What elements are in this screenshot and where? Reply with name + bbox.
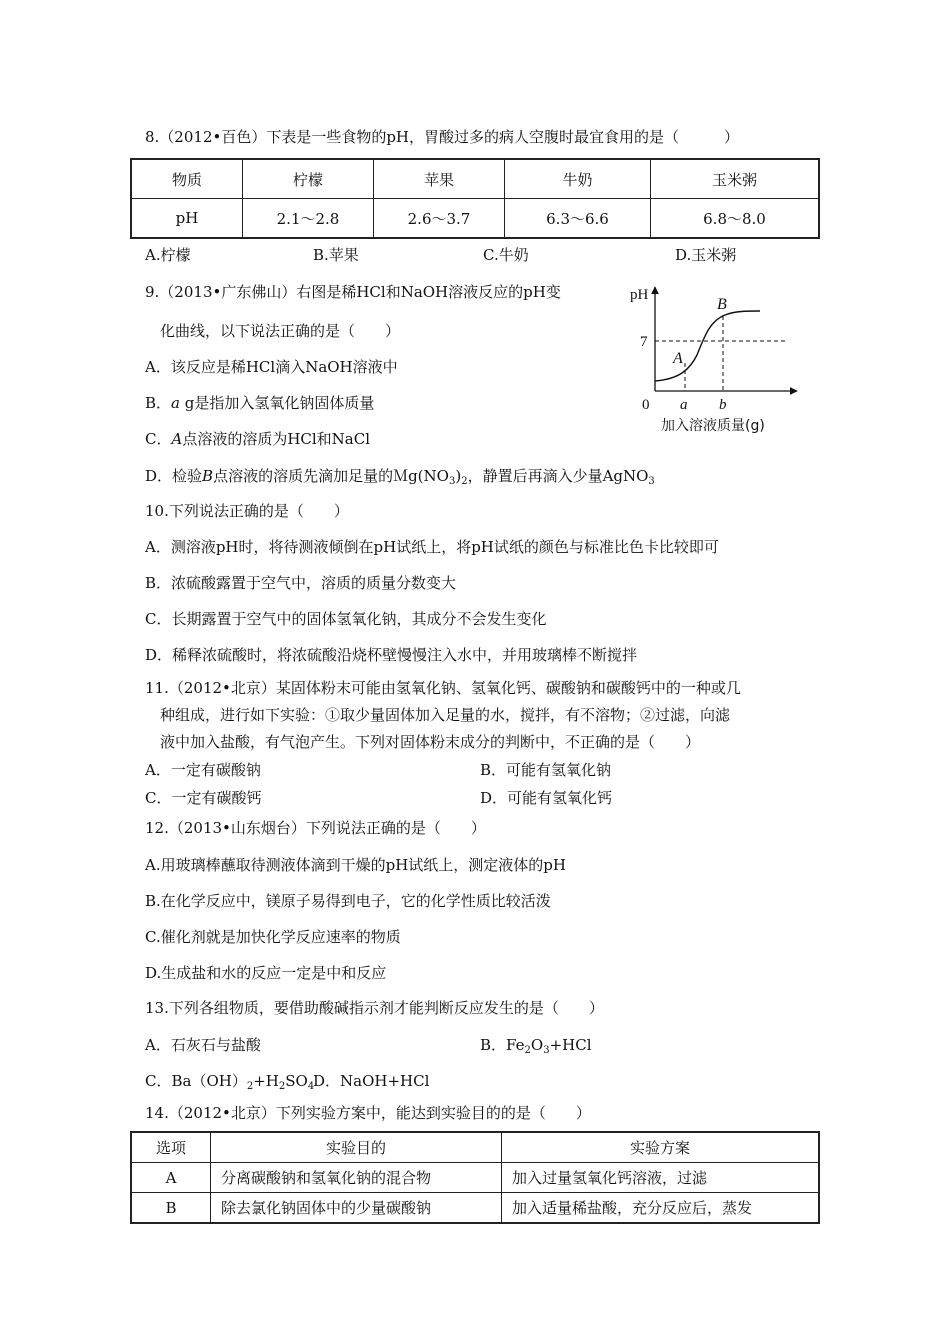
q9-option-d: D．检验B点溶液的溶质先滴加足量的$Mg(NO_3)_2$，静置后再滴入少量AgNO$_3$ bbox=[145, 467, 655, 487]
q10-option-d: D．稀释浓硫酸时，将浓硫酸沿烧杯壁慢慢注入水中，并用玻璃棒不断搅拌 bbox=[145, 646, 638, 664]
q10-option-b: B．浓硫酸露置于空气中，溶质的质量分数变大 bbox=[145, 574, 457, 592]
graph-a-label: a bbox=[680, 397, 688, 413]
table-cell: 选项 bbox=[131, 1132, 211, 1163]
q13-option-a: A．石灰石与盐酸 bbox=[145, 1036, 261, 1054]
q10-stem: 10.下列说法正确的是（ ） bbox=[145, 502, 349, 520]
q12-option-c: C.催化剂就是加快化学反应速率的物质 bbox=[145, 928, 401, 946]
q12-option-d: D.生成盐和水的反应一定是中和反应 bbox=[145, 964, 387, 982]
q9-option-c: C．A点溶液的溶质为HCl和NaCl bbox=[145, 430, 371, 448]
table-cell: 6.3～6.6 bbox=[505, 199, 651, 239]
q12-stem: 12.（2013•山东烟台）下列说法正确的是（ ） bbox=[145, 819, 486, 837]
graph-point-a: A bbox=[673, 350, 683, 367]
q11-option-a: A．一定有碳酸钠 bbox=[145, 761, 261, 779]
q9-stem-2: 化曲线，以下说法正确的是（ ） bbox=[160, 322, 401, 340]
q13-option-b: B．$Fe_2O_3+HCl$ bbox=[480, 1036, 592, 1056]
table-cell: 除去氯化钠固体中的少量碳酸钠 bbox=[211, 1193, 502, 1224]
q8-stem: 8.（2012•百色）下表是一些食物的pH，胃酸过多的病人空腹时最宜食用的是（ ） bbox=[145, 128, 740, 146]
table-cell: 柠檬 bbox=[243, 159, 374, 199]
table-cell: 玉米粥 bbox=[651, 159, 820, 199]
graph-b-label: b bbox=[719, 397, 727, 413]
q11-option-c: C．一定有碳酸钙 bbox=[145, 789, 262, 807]
q11-stem-3: 液中加入盐酸，有气泡产生。下列对固体粉末成分的判断中，不正确的是（ ） bbox=[160, 733, 701, 751]
q9-stem-1: 9.（2013•广东佛山）右图是稀HCl和NaOH溶液反应的pH变 bbox=[145, 283, 561, 301]
table-cell: 加入适量稀盐酸，充分反应后，蒸发 bbox=[502, 1193, 820, 1224]
q9-option-a: A．该反应是稀HCl滴入NaOH溶液中 bbox=[145, 358, 398, 376]
q11-option-d: D．可能有氢氧化钙 bbox=[480, 789, 613, 807]
q12-option-b: B.在化学反应中，镁原子易得到电子，它的化学性质比较活泼 bbox=[145, 892, 551, 910]
q14-stem: 14.（2012•北京）下列实验方案中，能达到实验目的的是（ ） bbox=[145, 1104, 591, 1122]
graph-y-label: pH bbox=[630, 287, 649, 303]
q13-option-d: D．NaOH+HCl bbox=[313, 1072, 430, 1090]
table-row bbox=[131, 199, 819, 239]
q8-option-b: B.苹果 bbox=[313, 246, 359, 264]
q13-option-c: C．$Ba(OH)_2+H_2SO_4$ bbox=[145, 1072, 315, 1092]
table-cell: 6.8～8.0 bbox=[651, 199, 820, 239]
ph-curve-diagram bbox=[625, 283, 805, 438]
q11-stem-2: 种组成，进行如下实验：①取少量固体加入足量的水，搅拌，有不溶物；②过滤，向滤 bbox=[160, 706, 731, 724]
q8-option-c: C.牛奶 bbox=[483, 246, 529, 264]
q11-stem-1: 11.（2012•北京）某固体粉末可能由氢氧化钠、氢氧化钙、碳酸钠和碳酸钙中的一种或几 bbox=[145, 679, 741, 697]
q8-option-d: D.玉米粥 bbox=[675, 246, 737, 264]
graph-origin-label: 0 bbox=[642, 397, 650, 413]
table-cell: A bbox=[131, 1163, 211, 1193]
table-cell: 苹果 bbox=[374, 159, 505, 199]
q11-option-b: B．可能有氢氧化钠 bbox=[480, 761, 612, 779]
table-cell: 2.6～3.7 bbox=[374, 199, 505, 239]
table-cell: 实验方案 bbox=[502, 1132, 820, 1163]
graph-x-label: 加入溶液质量(g) bbox=[661, 418, 765, 434]
q10-option-a: A．测溶液pH时，将待测液倾倒在pH试纸上，将pH试纸的颜色与标准比色卡比较即可 bbox=[145, 538, 719, 556]
table-cell: pH bbox=[131, 199, 243, 239]
q14-table bbox=[130, 1131, 820, 1224]
table-cell: 实验目的 bbox=[211, 1132, 502, 1163]
table-row bbox=[131, 1193, 819, 1224]
q13-stem: 13.下列各组物质，要借助酸碱指示剂才能判断反应发生的是（ ） bbox=[145, 999, 604, 1017]
table-row bbox=[131, 1132, 819, 1163]
table-cell: B bbox=[131, 1193, 211, 1224]
table-cell: 物质 bbox=[131, 159, 243, 199]
table-cell: 2.1～2.8 bbox=[243, 199, 374, 239]
q9-option-b: B．a g是指加入氢氧化钠固体质量 bbox=[145, 394, 375, 412]
q10-option-c: C．长期露置于空气中的固体氢氧化钠，其成分不会发生变化 bbox=[145, 610, 547, 628]
table-row bbox=[131, 159, 819, 199]
graph-seven-label: 7 bbox=[640, 334, 648, 350]
q12-option-a: A.用玻璃棒蘸取待测液体滴到干燥的pH试纸上，测定液体的pH bbox=[145, 856, 566, 874]
table-cell: 加入过量氢氧化钙溶液，过滤 bbox=[502, 1163, 820, 1193]
graph-point-b: B bbox=[717, 296, 727, 313]
table-row bbox=[131, 1163, 819, 1193]
table-cell: 牛奶 bbox=[505, 159, 651, 199]
q8-option-a: A.柠檬 bbox=[145, 246, 191, 264]
q8-table bbox=[130, 158, 820, 239]
table-cell: 分离碳酸钠和氢氧化钠的混合物 bbox=[211, 1163, 502, 1193]
